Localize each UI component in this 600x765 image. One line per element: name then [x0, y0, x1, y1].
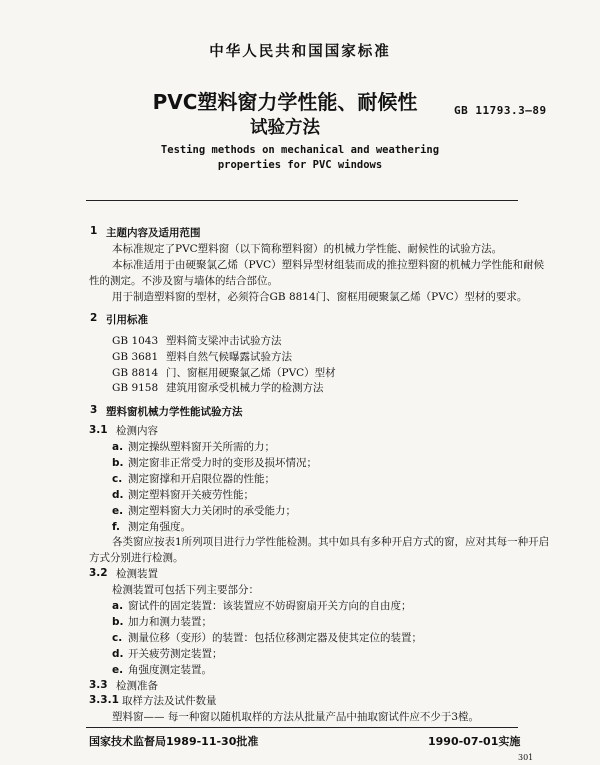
subsection-3-2-number: 3.2: [89, 567, 108, 579]
list-marker: a.: [112, 600, 124, 612]
subsection-3-2-heading: 检测装置: [116, 568, 158, 580]
subsection-3-2-intro: 检测装置可包括下列主要部分：: [112, 584, 259, 596]
subsection-3-1-note-b: 方式分别进行检测。: [89, 552, 184, 564]
list-item: 开关疲劳测定装置；: [128, 648, 223, 660]
list-item: 测定窗非正常受力时的变形及损坏情况；: [128, 457, 317, 469]
approval-date: 国家技术监督局1989-11-30批准: [89, 735, 259, 748]
section-2-number: 2: [90, 312, 98, 324]
subsection-3-1-number: 3.1: [89, 424, 108, 436]
list-item: 测量位移（变形）的装置：包括位移测定器及使其定位的装置；: [128, 632, 422, 644]
section-1-number: 1: [90, 225, 98, 237]
list-item: 测定塑料窗开关疲劳性能；: [128, 489, 254, 501]
section-1-paragraph-1: 本标准规定了PVC塑料窗（以下简称塑料窗）的机械力学性能、耐候性的试验方法。: [112, 243, 503, 255]
list-marker: b.: [112, 616, 124, 628]
section-1-heading: 主题内容及适用范围: [106, 227, 201, 239]
list-item: 测定角强度。: [128, 521, 191, 533]
subsection-3-3-heading: 检测准备: [116, 680, 158, 692]
list-item: 角强度测定装置。: [128, 664, 212, 676]
list-marker: a.: [112, 441, 124, 453]
list-marker: d.: [112, 648, 124, 660]
section-1-paragraph-2a: 本标准适用于由硬聚氯乙烯（PVC）塑料异型材组装而成的推拉塑料窗的机械力学性能和耐候: [112, 259, 545, 271]
section-1-paragraph-3: 用于制造塑料窗的型材，必须符合GB 8814门、窗框用硬聚氯乙烯（PVC）型材的要求。: [112, 291, 528, 303]
subsection-3-3-1-heading: 取样方法及试件数量: [122, 695, 217, 707]
subsection-3-1-heading: 检测内容: [116, 425, 158, 437]
list-item: 测定操纵塑料窗开关所需的力；: [128, 441, 275, 453]
reference-code: GB 3681: [112, 351, 159, 363]
title-line-2: 试验方法: [250, 118, 320, 138]
subsection-3-3-1-number: 3.3.1: [89, 694, 119, 706]
standard-number: GB 11793.3—89: [454, 104, 547, 117]
reference-code: GB 1043: [112, 335, 159, 347]
list-marker: d.: [112, 489, 124, 501]
section-1-paragraph-2b: 性的测定。不涉及窗与墙体的结合部位。: [89, 275, 278, 287]
reference-title: 塑料自然气候曝露试验方法: [166, 351, 292, 363]
subsection-3-3-1-text: 塑料窗—— 每一种窗以随机取样的方法从批量产品中抽取窗试件应不少于3樘。: [112, 711, 480, 723]
list-marker: e.: [112, 664, 124, 676]
english-title-line-2: properties for PVC windows: [217, 159, 383, 171]
section-3-heading: 塑料窗机械力学性能试验方法: [106, 406, 243, 418]
reference-code: GB 9158: [112, 382, 159, 394]
effective-date: 1990-07-01实施: [428, 735, 521, 748]
list-marker: c.: [112, 473, 123, 485]
list-item: 测定塑料窗大力关闭时的承受能力；: [128, 505, 296, 517]
reference-title: 建筑用窗承受机械力学的检测方法: [166, 382, 324, 394]
section-2-heading: 引用标准: [106, 314, 148, 326]
english-title-line-1: Testing methods on mechanical and weathering: [160, 144, 440, 156]
list-marker: b.: [112, 457, 124, 469]
subsection-3-1-note-a: 各类窗应按表1所列项目进行力学性能检测。其中如具有多种开启方式的窗，应对其每一种开启: [112, 536, 550, 548]
header-divider: [86, 200, 518, 201]
subsection-3-3-number: 3.3: [89, 679, 108, 691]
list-item: 测定窗撑和开启限位器的性能；: [128, 473, 275, 485]
section-3-number: 3: [90, 404, 98, 416]
title-line-1: PVC塑料窗力学性能、耐候性: [152, 90, 418, 114]
list-marker: f.: [112, 521, 120, 533]
footer-divider: [86, 727, 518, 728]
reference-title: 塑料简支梁冲击试验方法: [166, 335, 282, 347]
list-item: 加力和测力装置；: [128, 616, 212, 628]
list-item: 窗试件的固定装置：该装置应不妨碍窗扇开关方向的自由度；: [128, 600, 412, 612]
list-marker: e.: [112, 505, 124, 517]
reference-title: 门、窗框用硬聚氯乙烯（PVC）型材: [166, 367, 336, 379]
reference-code: GB 8814: [112, 367, 159, 379]
page-number: 301: [518, 753, 534, 762]
list-marker: c.: [112, 632, 123, 644]
issuer-header: 中华人民共和国国家标准: [209, 44, 391, 60]
